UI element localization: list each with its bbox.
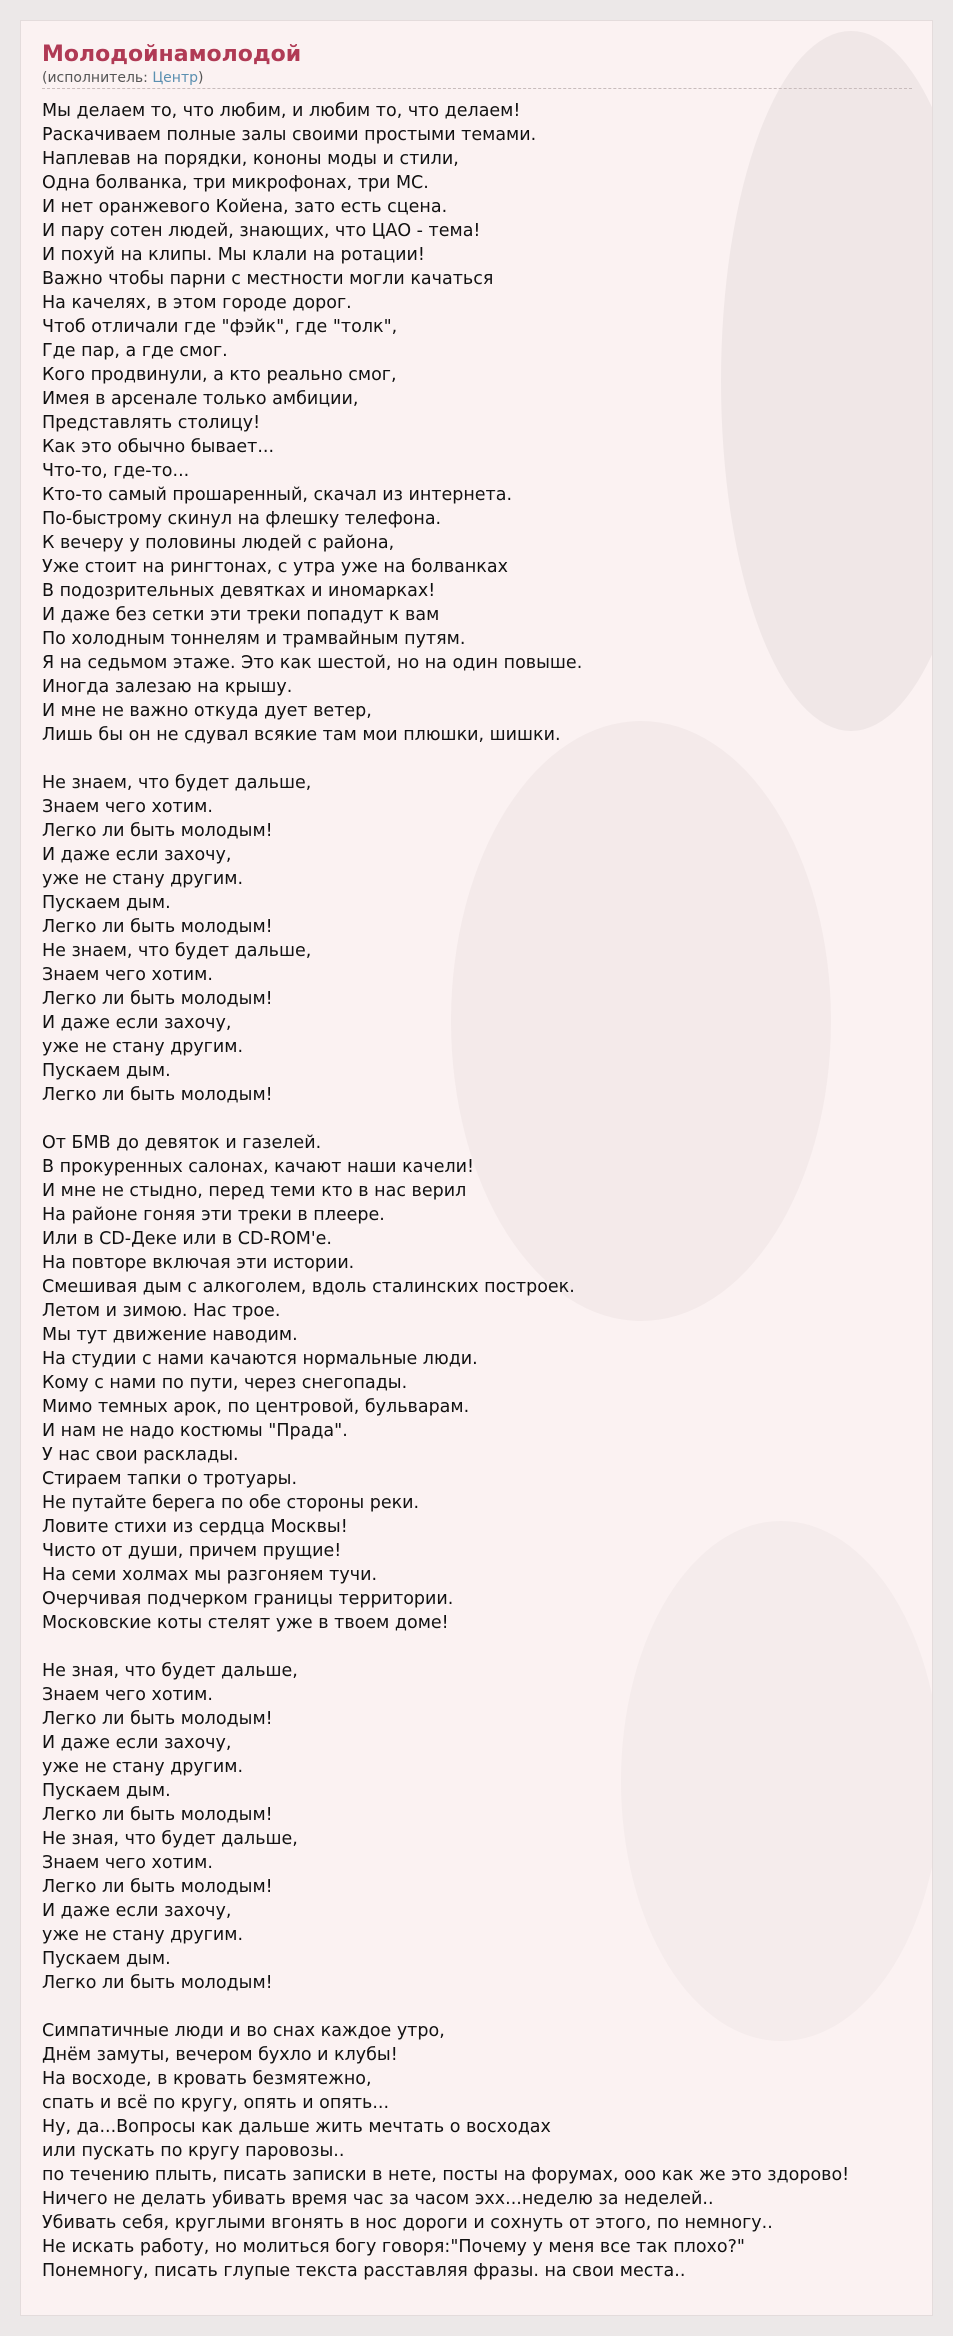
lyric-line: Легко ли быть молодым! (42, 989, 273, 1009)
lyric-line: Иногда залезаю на крышу. (42, 677, 293, 697)
lyric-line: Очерчивая подчерком границы территории. (42, 1589, 454, 1609)
lyric-line: Представлять столицу! (42, 413, 261, 433)
lyrics-stanza (42, 99, 932, 747)
lyric-line: Знаем чего хотим. (42, 797, 213, 817)
lyric-line: Кого продвинули, а кто реально смог, (42, 365, 397, 385)
lyric-line: Одна болванка, три микрофонах, три МС. (42, 173, 429, 193)
lyric-line: Легко ли быть молодым! (42, 1973, 273, 1993)
lyric-line: К вечеру у половины людей с района, (42, 533, 395, 553)
lyric-line: И пару сотен людей, знающих, что ЦАО - тема! (42, 221, 481, 241)
lyric-line: В прокуренных салонах, качают наши качели! (42, 1157, 475, 1177)
lyric-line: уже не стану другим. (42, 1925, 244, 1945)
lyric-line: или пускать по кругу паровозы.. (42, 2141, 345, 2161)
lyric-line: Мы делаем то, что любим, и любим то, что делаем! (42, 101, 521, 121)
lyric-line: Не знаем, что будет дальше, (42, 941, 312, 961)
lyric-line: На восходе, в кровать безмятежно, (42, 2069, 372, 2089)
lyric-line: И даже если захочу, (42, 845, 232, 865)
lyric-line: И даже без сетки эти треки попадут к вам (42, 605, 440, 625)
lyric-line: И похуй на клипы. Мы клали на ротации! (42, 245, 425, 265)
lyric-line: Я на седьмом этаже. Это как шестой, но на один повыше. (42, 653, 583, 673)
lyric-line: Летом и зимою. Нас трое. (42, 1301, 281, 1321)
lyric-line: Легко ли быть молодым! (42, 1085, 273, 1105)
lyric-line: По холодным тоннелям и трамвайным путям. (42, 629, 466, 649)
lyric-line: Легко ли быть молодым! (42, 1709, 273, 1729)
lyric-line: В подозрительных девятках и иномарках! (42, 581, 436, 601)
lyric-line: уже не стану другим. (42, 869, 244, 889)
lyric-line: И даже если захочу, (42, 1733, 232, 1753)
lyric-line: Смешивая дым с алкоголем, вдоль сталинских построек. (42, 1277, 575, 1297)
song-title: Молодойнамолодой (42, 42, 302, 67)
lyric-line: Наплевав на порядки, кононы моды и стили, (42, 149, 459, 169)
lyric-line: уже не стану другим. (42, 1757, 244, 1777)
lyric-line: На районе гоняя эти треки в плеере. (42, 1205, 385, 1225)
lyric-line: И мне не важно откуда дует ветер, (42, 701, 372, 721)
lyric-line: Ничего не делать убивать время час за часом эхх...неделю за неделей.. (42, 2189, 714, 2209)
lyric-line: спать и всё по кругу, опять и опять... (42, 2093, 390, 2113)
lyrics-stanza (42, 1659, 932, 1995)
lyric-line: И даже если захочу, (42, 1013, 232, 1033)
lyric-line: Не зная, что будет дальше, (42, 1661, 298, 1681)
lyric-line: Стираем тапки о тротуары. (42, 1469, 298, 1489)
lyric-line: Понемногу, писать глупые текста расставляя фразы. на свои места.. (42, 2261, 686, 2281)
lyric-line: Знаем чего хотим. (42, 1685, 213, 1705)
lyric-line: И нам не надо костюмы "Прада". (42, 1421, 348, 1441)
lyric-line: И нет оранжевого Койена, зато есть сцена. (42, 197, 448, 217)
lyric-line: Кто-то самый прошаренный, скачал из интернета. (42, 485, 513, 505)
lyric-line: Пускаем дым. (42, 1949, 171, 1969)
lyric-line: Важно чтобы парни с местности могли качаться (42, 269, 494, 289)
lyrics-stanza (42, 2019, 932, 2283)
lyric-line: Знаем чего хотим. (42, 965, 213, 985)
lyrics-card (20, 20, 933, 2316)
lyric-line: Не путайте берега по обе стороны реки. (42, 1493, 420, 1513)
lyric-line: У нас свои расклады. (42, 1445, 239, 1465)
lyric-line: Симпатичные люди и во снах каждое утро, (42, 2021, 445, 2041)
lyrics-stanza (42, 771, 932, 1107)
lyric-line: уже не стану другим. (42, 1037, 244, 1057)
lyric-line: Легко ли быть молодым! (42, 1877, 273, 1897)
lyric-line: Что-то, где-то... (42, 461, 190, 481)
lyric-line: И мне не стыдно, перед теми кто в нас верил (42, 1181, 467, 1201)
artist-prefix: (исполнитель: (42, 70, 153, 86)
lyric-line: Знаем чего хотим. (42, 1853, 213, 1873)
artist-link[interactable]: Центр (152, 70, 198, 86)
artist-suffix: ) (198, 70, 204, 86)
lyric-line: Днём замуты, вечером бухло и клубы! (42, 2045, 398, 2065)
lyric-line: Пускаем дым. (42, 893, 171, 913)
lyric-line: Легко ли быть молодым! (42, 1805, 273, 1825)
lyric-line: По-быстрому скинул на флешку телефона. (42, 509, 442, 529)
lyric-line: Убивать себя, круглыми вгонять в нос дороги и сохнуть от этого, по немногу.. (42, 2213, 773, 2233)
lyric-line: На студии с нами качаются нормальные люди. (42, 1349, 478, 1369)
lyric-line: На повторе включая эти истории. (42, 1253, 355, 1273)
lyric-line: по течению плыть, писать записки в нете, посты на форумах, ооо как же это здорово! (42, 2165, 850, 2185)
lyric-line: Ну, да...Вопросы как дальше жить мечтать о восходах (42, 2117, 551, 2137)
lyric-line: Мы тут движение наводим. (42, 1325, 298, 1345)
lyric-line: Мимо темных арок, по центровой, бульварам. (42, 1397, 470, 1417)
lyric-line: Или в CD-Деке или в CD-ROM'е. (42, 1229, 332, 1249)
lyric-line: Как это обычно бывает... (42, 437, 275, 457)
lyric-line: На семи холмах мы разгоняем тучи. (42, 1565, 378, 1585)
lyric-line: Имея в арсенале только амбиции, (42, 389, 359, 409)
lyric-line: Ловите стихи из сердца Москвы! (42, 1517, 348, 1537)
artist-byline (42, 69, 912, 89)
lyric-line: Кому с нами по пути, через снегопады. (42, 1373, 408, 1393)
lyric-line: Не знаем, что будет дальше, (42, 773, 312, 793)
lyric-line: Чтоб отличали где "фэйк", где "толк", (42, 317, 398, 337)
lyrics-stanza (42, 1131, 932, 1635)
lyrics-body (42, 99, 932, 2283)
lyric-line: Не искать работу, но молиться богу говоря:"Почему у меня все так плохо?" (42, 2237, 745, 2257)
lyric-line: Легко ли быть молодым! (42, 821, 273, 841)
lyric-line: От БМВ до девяток и газелей. (42, 1133, 322, 1153)
lyric-line: Московские коты стелят уже в твоем доме! (42, 1613, 449, 1633)
lyric-line: Уже стоит на рингтонах, с утра уже на болванках (42, 557, 508, 577)
lyric-line: Чисто от души, причем прущие! (42, 1541, 342, 1561)
lyric-line: Легко ли быть молодым! (42, 917, 273, 937)
lyric-line: И даже если захочу, (42, 1901, 232, 1921)
lyric-line: Где пар, а где смог. (42, 341, 228, 361)
lyric-line: Пускаем дым. (42, 1061, 171, 1081)
lyric-line: Пускаем дым. (42, 1781, 171, 1801)
lyric-line: Не зная, что будет дальше, (42, 1829, 298, 1849)
lyrics-content (42, 41, 932, 2307)
lyric-line: Лишь бы он не сдувал всякие там мои плюшки, шишки. (42, 725, 561, 745)
lyric-line: На качелях, в этом городе дорог. (42, 293, 352, 313)
lyric-line: Раскачиваем полные залы своими простыми темами. (42, 125, 537, 145)
